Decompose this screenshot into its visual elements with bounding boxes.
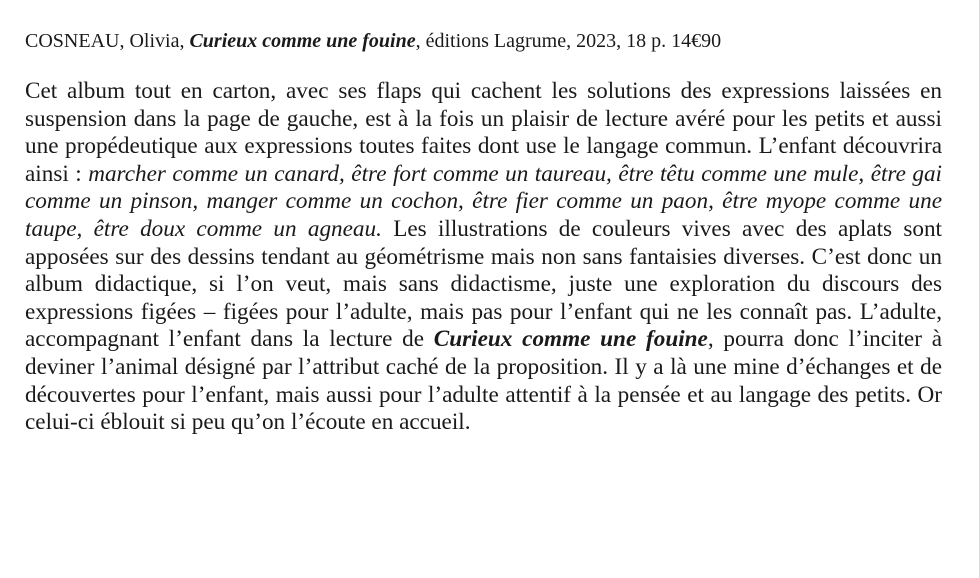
review-middle-text: Les illustrations de couleurs vives avec des aplats sont apposées sur des dessins tendant au géométrisme mais non sans fantaisies diverses. C’est donc un album didactique, si l’on veut, mais sans didactisme, juste une exploration du discours des expressions figées – figées pour l’adulte, mais pas pour l’enfant qui ne les connaît pas. L’adulte, accompagnant l’enfant dans la lecture de xyxy=(25,215,942,353)
review-paragraph xyxy=(25,78,942,437)
review-closing-text: , pourra donc l’inciter à deviner l’animal désigné par l’attribut caché de la proposition. Il y a là une mine d’échanges et de découvertes pour l’enfant, mais aussi pour l’adulte attentif à la pensée et au langage des petits. Or celui-ci éblouit si peu qu’on l’écoute en accueil. xyxy=(25,326,942,436)
review-intro-text: Cet album tout en carton, avec ses flaps qui cachent les solutions des expressions laissées en suspension dans la page de gauche, est à la fois un plaisir de lecture avéré pour les petits et aussi une propédeutique aux expressions toutes faites dont use le langage commun. L’enfant découvrira ainsi : xyxy=(25,78,942,187)
citation-book-title: Curieux comme une fouine xyxy=(189,30,416,52)
review-book-title-reference: Curieux comme une fouine xyxy=(433,326,708,353)
citation-author: COSNEAU, Olivia, xyxy=(25,30,190,52)
review-expressions-list: marcher comme un canard, être fort comme un taureau, être têtu comme une mule, être gai comme un pinson, manger comme un cochon, être fier comme un paon, être myope comme une taupe, être doux comme un agneau. xyxy=(25,160,942,242)
citation-publication-details: , éditions Lagrume, 2023, 18 p. 14€90 xyxy=(415,30,722,52)
bibliographic-reference xyxy=(25,27,965,55)
